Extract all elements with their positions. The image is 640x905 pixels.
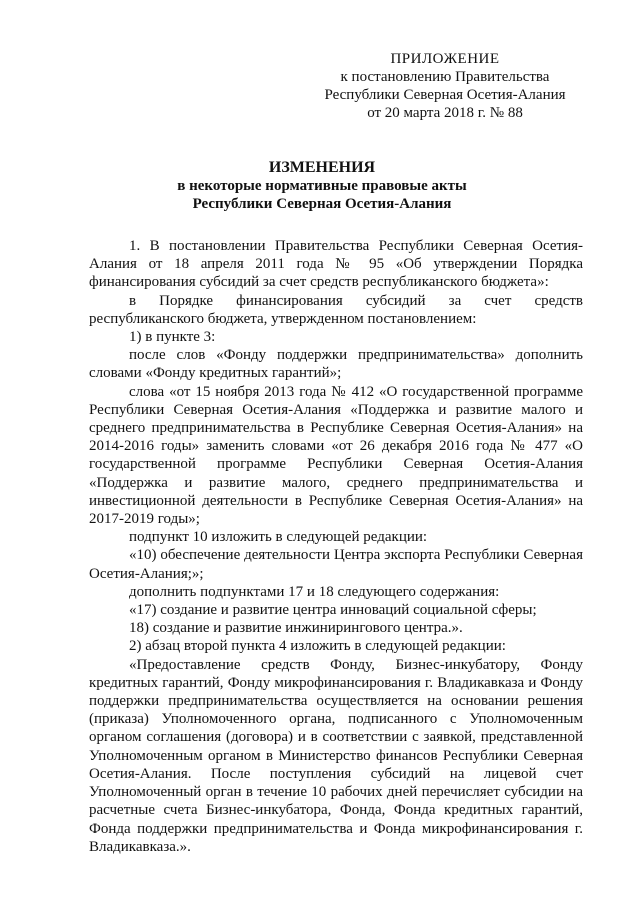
paragraph: «Предоставление средств Фонду, Бизнес-инкубатору, Фонду кредитных гарантий, Фонду микрофинансирования г. Владикавказа и Фонду поддержки предпринимательства осуществляется на основании решения (приказа) Уполномоченного органа, подписанного с Уполномоченным органом соглашения (договора) и в соответствии с заявкой, представленной Уполномоченным органом в Министерство финансов Республики Северная Осетия-Алания. После поступления субсидий на лицевой счет Уполномоченный орган в течение 10 рабочих дней перечисляет субсидии на расчетные счета Бизнес-инкубатора, Фонда, Фонда кредитных гарантий, Фонда поддержки предпринимательства и Фонда микрофинансирования г. Владикавказа.». — [89, 656, 583, 855]
paragraph: «10) обеспечение деятельности Центра экспорта Республики Северная Осетия-Алания;»; — [89, 547, 583, 582]
paragraph: «17) создание и развитие центра инноваций социальной сферы; — [129, 602, 537, 619]
document-heading — [60, 159, 584, 213]
paragraph: подпункт 10 изложить в следующей редакции: — [129, 529, 428, 546]
paragraph: 18) создание и развитие инжинирингового центра.». — [129, 620, 463, 637]
heading-line-2: в некоторые нормативные правовые акты — [177, 178, 467, 194]
paragraph: дополнить подпунктами 17 и 18 следующего содержания: — [129, 583, 500, 600]
appendix-block — [300, 50, 590, 122]
paragraph: 1) в пункте 3: — [129, 329, 216, 346]
appendix-line-1: к постановлению Правительства — [340, 69, 550, 85]
appendix-title: ПРИЛОЖЕНИЕ — [390, 51, 500, 67]
paragraph: в Порядке финансирования субсидий за счет средств республиканского бюджета, утвержденном постановлением: — [89, 292, 583, 327]
heading-title: ИЗМЕНЕНИЯ — [268, 159, 376, 176]
paragraph: после слов «Фонду поддержки предпринимательства» дополнить словами «Фонду кредитных гарантий»; — [89, 347, 583, 382]
paragraph: 1. В постановлении Правительства Республики Северная Осетия-Алания от 18 апреля 2011 года № 95 «Об утверждении Порядка финансирования субсидий за счет средств республиканского бюджета»: — [89, 238, 583, 291]
document-body — [89, 237, 583, 856]
paragraph: слова «от 15 ноября 2013 года № 412 «О государственной программе Республики Северная Осетия-Алания «Поддержка и развитие малого и среднего предпринимательства в Республике Северная Осетия-Алания» на 2014-2016 годы» заменить словами «от 26 декабря 2016 года № 477 «О государственной программе Республики Северная Осетия-Алания «Поддержка и развитие малого, среднего предпринимательства и инвестиционной деятельности в Республике Северная Осетия-Алания» на 2017-2019 годы»; — [89, 383, 583, 528]
appendix-line-3: от 20 марта 2018 г. № 88 — [367, 105, 523, 121]
heading-line-3: Республики Северная Осетия-Алания — [192, 196, 452, 212]
appendix-line-2: Республики Северная Осетия-Алания — [324, 87, 566, 103]
paragraph: 2) абзац второй пункта 4 изложить в следующей редакции: — [129, 638, 506, 655]
